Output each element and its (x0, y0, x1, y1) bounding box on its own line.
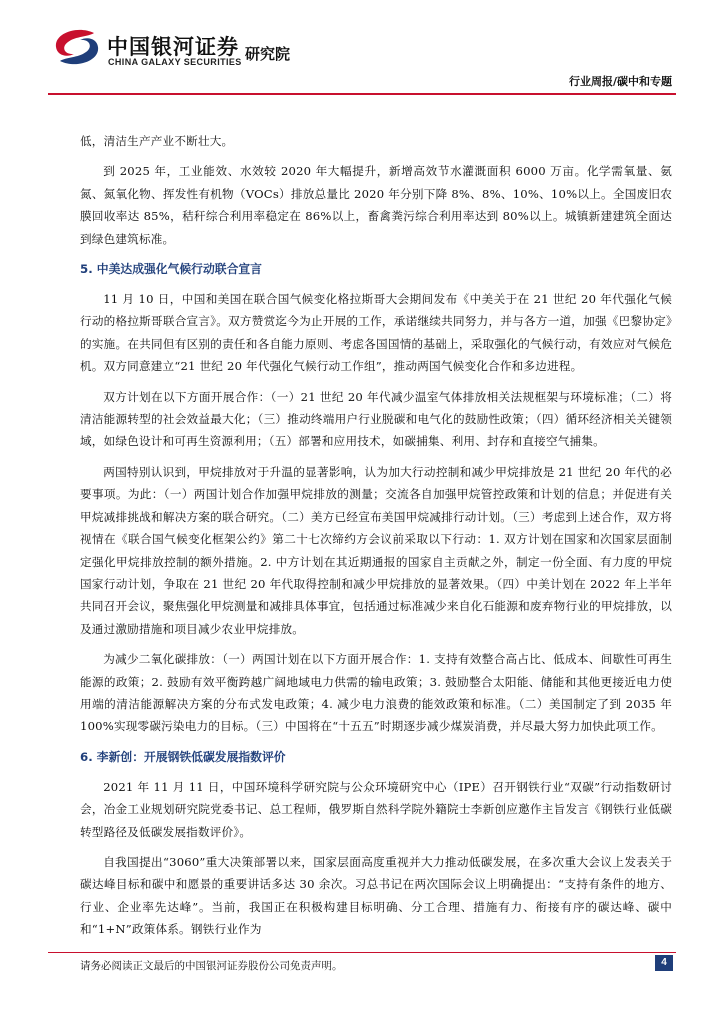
paragraph-steel-seminar: 2021 年 11 月 11 日，中国环境科学研究院与公众环境研究中心（IPE）召开钢铁行业“双碳”行动指数研讨会，冶金工业规划研究院党委书记、总工程师，俄罗斯自然科学院外籍院士李新创应邀作主旨发言《钢铁行业低碳转型路径及低碳发展指数评价》。 (80, 779, 672, 839)
page-header (0, 0, 724, 95)
footer-disclaimer: 请务必阅读正文最后的中国银河证券股份公司免责声明。 (80, 960, 343, 972)
paragraph-methane: 两国特别认识到，甲烷排放对于升温的显著影响，认为加大行动控制和减少甲烷排放是 21 世纪 20 年代的必要事项。为此：（一）两国计划合作加强甲烷排放的测量；交流各自加强甲烷管控政策和计划的信息；并促进有关甲烷减排挑战和解决方案的联合研究。（二）美方已经宣布美国甲烷减排行动计划。（三）考虑到上述合作，双方将视情在《联合国气候变化框架公约》第二十七次缔约方会议前采取以下行动：1. 双方计划在国家和次国家层面制定强化甲烷排放控制的额外措施。2. 中方计划在其近期通报的国家自主贡献之外，制定一份全面、有力度的甲烷国家行动计划，争取在 21 世纪 20 年代取得控制和减少甲烷排放的显著效果。（四）中美计划在 2022 年上半年共同召开会议，聚焦强化甲烷测量和减排具体事宜，包括通过标准减少来自化石能源和废弃物行业的甲烷排放，以及通过激励措施和项目减少农业甲烷排放。 (80, 464, 672, 636)
galaxy-logo-icon (48, 27, 106, 67)
report-type-label: 行业周报/碳中和专题 (568, 75, 672, 88)
paragraph-continuation: 低，清洁生产产业不断壮大。 (80, 134, 234, 148)
paragraph-co2-reduction: 为减少二氧化碳排放：（一）两国计划在以下方面开展合作：1. 支持有效整合高占比、低成本、间歇性可再生能源的政策；2. 鼓励有效平衡跨越广阔地域电力供需的输电政策；3. 鼓励整合太阳能、储能和其他更接近电力使用端的清洁能源解决方案的分布式发电政策；4. 减少电力浪费的能效政策和标准。（二）美国制定了到 2035 年 100%实现零碳污染电力的目标。（三）中国将在“十五五”时期逐步减少煤炭消费，并尽最大努力加快此项工作。 (80, 652, 672, 734)
header-divider (48, 93, 676, 95)
logo-chinese-name: 中国银河证券 (107, 35, 239, 59)
footer-divider (48, 952, 676, 953)
paragraph-3060-policy: 自我国提出“3060”重大决策部署以来，国家层面高度重视并大力推动低碳发展，在多次重大会议上发表关于碳达峰目标和碳中和愿景的重要讲话多达 30 余次。习总书记在两次国际会议上明确提出：“支持有条件的地方、行业、企业率先达峰”。当前，我国正在积极构建目标明确、分工合理、措施有力、衔接有序的碳达峰、碳中和“1+N”政策体系。钢铁行业作为 (80, 854, 672, 937)
paragraph-cooperation-areas: 双方计划在以下方面开展合作：（一）21 世纪 20 年代减少温室气体排放相关法规框架与环境标准；（二）将清洁能源转型的社会效益最大化；（三）推动终端用户行业脱碳和电气化的鼓励性政策；（四）循环经济相关关键领域，如绿色设计和可再生资源利用；（五）部署和应用技术，如碳捕集、利用、封存和直接空气捕集。 (80, 389, 672, 449)
section-heading-5: 5. 中美达成强化气候行动联合宣言 (80, 262, 262, 277)
paragraph-glasgow-declaration: 11 月 10 日，中国和美国在联合国气候变化格拉斯哥大会期间发布《中美关于在 21 世纪 20 年代强化气候行动的格拉斯哥联合宣言》。双方赞赏迄今为止开展的工作，承诺继续共同努力，并与各方一道，加强《巴黎协定》的实施。在共同但有区别的责任和各自能力原则、考虑各国国情的基础上，采取强化的气候行动，有效应对气候危机。双方同意建立“21 世纪 20 年代强化气候行动工作组”，推动两国气候变化合作和多边进程。 (80, 292, 672, 374)
report-body (80, 130, 672, 949)
paragraph-2025-targets: 到 2025 年，工业能效、水效较 2020 年大幅提升，新增高效节水灌溉面积 6000 万亩。化学需氧量、氨氮、氮氧化物、挥发性有机物（VOCs）排放总量比 2020 年分别下降 8%、8%、10%、10%以上。全国废旧农膜回收率达 85%，秸秆综合利用率稳定在 86%以上，畜禽粪污综合利用率达到 80%以上。城镇新建建筑全面达到绿色建筑标准。 (80, 164, 672, 246)
section-heading-6: 6. 李新创：开展钢铁低碳发展指数评价 (80, 749, 286, 764)
logo-english-name: CHINA GALAXY SECURITIES (108, 57, 242, 67)
research-institute-label: 研究院 (245, 45, 291, 63)
page-number: 4 (655, 955, 673, 971)
